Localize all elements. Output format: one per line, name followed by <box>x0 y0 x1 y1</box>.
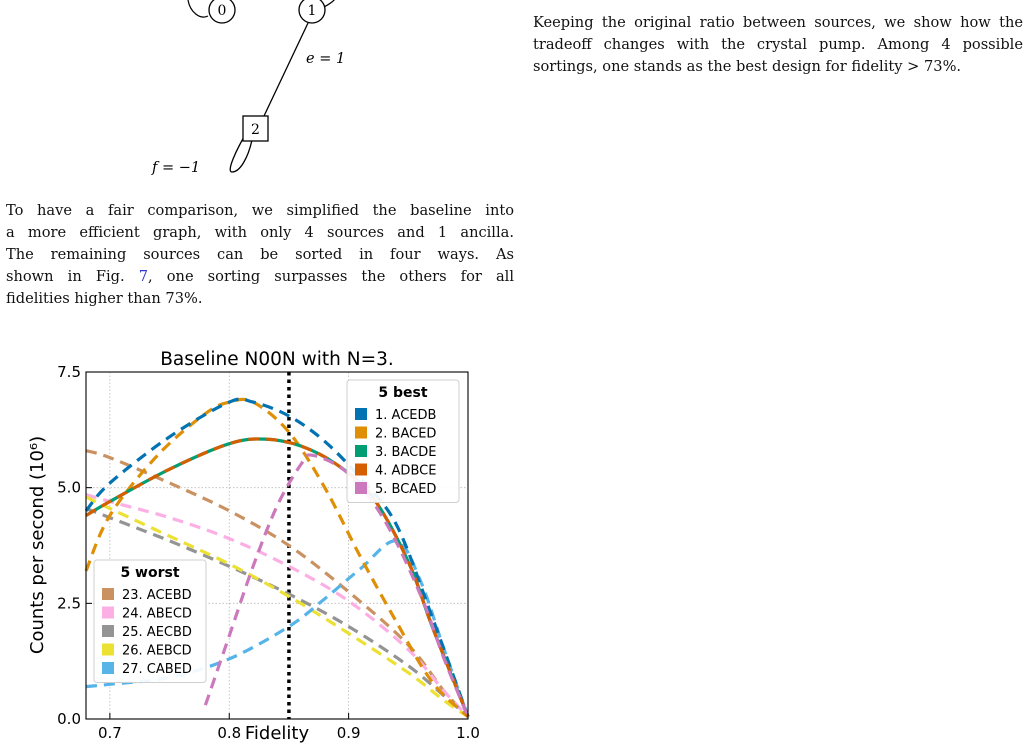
legend-entry: 25. AECBD <box>122 625 192 640</box>
x-tick-label: 0.7 <box>97 724 122 742</box>
caption-line-1: Keeping the original ratio between sources, we show how the <box>533 14 1023 31</box>
legend-swatch <box>102 662 114 674</box>
figure-ref-link[interactable]: 7 <box>138 268 149 285</box>
chart-title: Baseline N00N with N=3. <box>160 349 394 370</box>
fidelity-chart <box>0 345 520 745</box>
legend-entry: 4. ADBCE <box>375 463 437 479</box>
edge-1-2 <box>264 23 308 116</box>
edge-loop-0 <box>188 0 208 17</box>
legend-entry: 26. AEBCD <box>122 643 192 659</box>
y-tick-label: 0.0 <box>57 710 81 728</box>
legend-title: 5 worst <box>120 565 180 581</box>
legend-swatch <box>102 625 114 637</box>
edge-f-label: f = −1 <box>152 160 201 176</box>
edge-e-label: e = 1 <box>306 51 346 67</box>
legend-title: 5 best <box>378 385 428 401</box>
legend-swatch <box>355 408 367 420</box>
legend-swatch <box>355 464 367 476</box>
vertex-1-label: 1 <box>307 3 317 19</box>
legend-entry: 24. ABECD <box>122 606 192 622</box>
vertex-2-label: 2 <box>251 122 260 138</box>
para-line-2: a more efficient graph, with only 4 sources and 1 ancilla. <box>6 224 514 241</box>
legend-swatch <box>355 445 367 457</box>
para-line-5: fidelities higher than 73%. <box>6 290 203 307</box>
body-paragraph <box>6 200 514 310</box>
legend-entry: 27. CABED <box>122 662 192 677</box>
legend-swatch <box>102 644 114 656</box>
graph-diagram <box>0 0 520 190</box>
legend-swatch <box>355 427 367 439</box>
y-tick-label: 2.5 <box>57 594 81 613</box>
para-line-4: shown in Fig. 7, one sorting surpasses the others for all <box>6 268 514 285</box>
legends <box>94 380 459 683</box>
x-tick-label: 1.0 <box>456 724 480 742</box>
x-tick-label: 0.8 <box>217 724 242 742</box>
y-axis-label: Counts per second (10⁶) <box>27 435 48 655</box>
legend-entry: 2. BACED <box>375 426 437 442</box>
vertex-0-label: 0 <box>217 3 227 19</box>
x-tick-label: 0.9 <box>336 724 361 742</box>
x-axis-label: Fidelity <box>244 723 310 744</box>
caption-line-2: tradeoff changes with the crystal pump. Among 4 possible <box>533 36 1023 53</box>
para-line-3: The remaining sources can be sorted in four ways. As <box>6 246 514 263</box>
legend-entry: 1. ACEDB <box>375 408 437 423</box>
y-tick-label: 5.0 <box>57 478 81 497</box>
legend-entry: 3. BACDE <box>375 445 437 460</box>
figure-caption <box>533 0 1023 78</box>
legend-entry: 5. BCAED <box>375 482 437 497</box>
legend-swatch <box>355 482 367 494</box>
para-line-1: To have a fair comparison, we simplified the baseline into <box>6 202 514 219</box>
legend-swatch <box>102 607 114 619</box>
y-tick-label: 7.5 <box>57 363 81 381</box>
caption-line-3: sortings, one stands as the best design for fidelity > 73%. <box>533 58 962 75</box>
legend-swatch <box>102 588 114 600</box>
legend-entry: 23. ACEBD <box>122 588 192 603</box>
